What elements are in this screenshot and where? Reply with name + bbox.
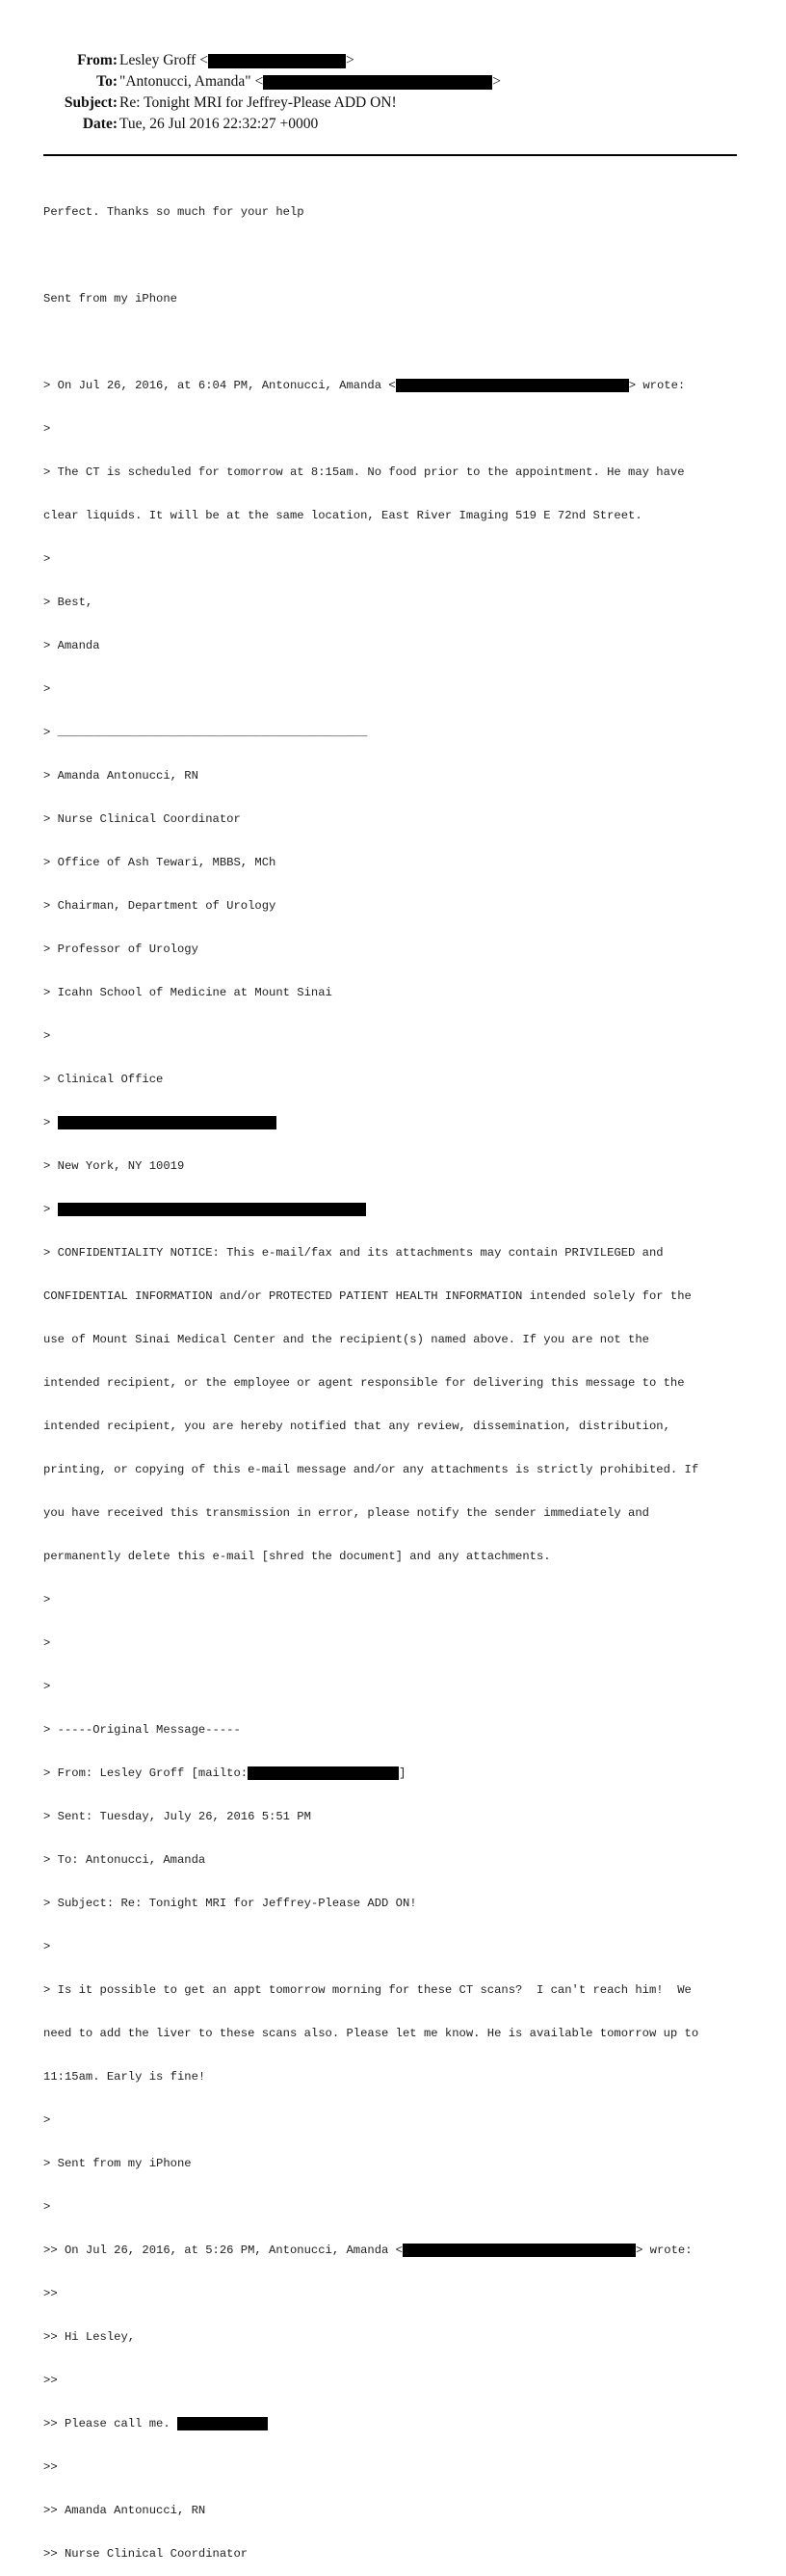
body-line: > Is it possible to get an appt tomorrow morning for these CT scans? I can't reach him! We — [43, 1983, 692, 1997]
body-line: 11:15am. Early is fine! — [43, 2070, 206, 2084]
body-line: > Subject: Re: Tonight MRI for Jeffrey-Please ADD ON! — [43, 1897, 417, 1910]
to-value — [119, 72, 501, 92]
body-line: >> Amanda Antonucci, RN — [43, 2504, 206, 2517]
quote-marker: > — [43, 1116, 58, 1130]
to-recipient: "Antonucci, Amanda" < — [119, 73, 264, 90]
quote-header-end: > wrote: — [636, 2244, 693, 2258]
original-from-line — [43, 1766, 756, 1781]
body-line: intended recipient, you are hereby notified that any review, dissemination, distribution, — [43, 1420, 670, 1433]
body-line: >> Nurse Clinical Coordinator — [43, 2547, 249, 2561]
subject-label: Subject: — [64, 94, 118, 111]
subject-row — [0, 93, 786, 113]
body-line: use of Mount Sinai Medical Center and the recipient(s) named above. If you are not the — [43, 1333, 649, 1346]
body-line: intended recipient, or the employee or agent responsible for delivering this message to the — [43, 1376, 685, 1390]
body-line: > Best, — [43, 596, 93, 609]
body-line: Sent from my iPhone — [43, 292, 177, 305]
to-close: > — [492, 73, 501, 90]
redaction-block — [263, 75, 492, 90]
body-line: > Sent: Tuesday, July 26, 2016 5:51 PM — [43, 1810, 311, 1823]
to-row — [0, 72, 786, 92]
original-from-text: > From: Lesley Groff [mailto: — [43, 1766, 249, 1781]
email-body — [43, 176, 756, 2576]
signature-separator: > ____________________________________________ — [43, 726, 368, 739]
body-line: > Chairman, Department of Urology — [43, 899, 276, 913]
body-line: > Sent from my iPhone — [43, 2157, 192, 2170]
original-from-end: ] — [399, 1766, 406, 1781]
quote-header-text: >> On Jul 26, 2016, at 5:26 PM, Antonucci, Amanda < — [43, 2244, 403, 2258]
body-line: > — [43, 2200, 51, 2214]
redaction-block — [396, 379, 629, 392]
body-line: > Nurse Clinical Coordinator — [43, 812, 241, 826]
redaction-block — [208, 54, 346, 68]
body-line: Perfect. Thanks so much for your help — [43, 205, 304, 219]
body-line: clear liquids. It will be at the same location, East River Imaging 519 E 72nd Street. — [43, 509, 642, 522]
body-line: > CONFIDENTIALITY NOTICE: This e-mail/fax and its attachments may contain PRIVILEGED and — [43, 1246, 664, 1260]
from-value — [119, 51, 354, 70]
body-line: >> — [43, 2287, 58, 2300]
quote-header-line — [43, 2244, 756, 2258]
body-line: > Professor of Urology — [43, 943, 198, 956]
redaction-block — [403, 2244, 636, 2257]
redaction-block — [177, 2417, 268, 2430]
quote-header-end: > wrote: — [628, 379, 686, 393]
body-line: > — [43, 1680, 51, 1693]
from-row — [0, 51, 786, 70]
body-line: > — [43, 2113, 51, 2127]
body-line: > — [43, 1593, 51, 1607]
body-line: > Amanda — [43, 639, 100, 652]
header-divider — [43, 154, 737, 156]
body-line: > The CT is scheduled for tomorrow at 8:15am. No food prior to the appointment. He may have — [43, 465, 685, 479]
date-value: Tue, 26 Jul 2016 22:32:27 +0000 — [119, 116, 319, 132]
redacted-line — [43, 1203, 756, 1217]
to-label: To: — [96, 73, 118, 90]
body-line: CONFIDENTIAL INFORMATION and/or PROTECTED PATIENT HEALTH INFORMATION intended solely for the — [43, 1289, 692, 1303]
redacted-line — [43, 2417, 756, 2431]
call-me-text: >> Please call me. — [43, 2417, 177, 2431]
redaction-block — [58, 1116, 276, 1129]
quote-header-line — [43, 379, 756, 393]
date-label: Date: — [82, 116, 118, 132]
body-line: > Icahn School of Medicine at Mount Sinai — [43, 986, 332, 999]
from-label: From: — [77, 52, 118, 68]
body-line: > — [43, 1029, 51, 1043]
body-line: > New York, NY 10019 — [43, 1159, 185, 1173]
body-line: >> — [43, 2460, 58, 2474]
quote-header-text: > On Jul 26, 2016, at 6:04 PM, Antonucci, Amanda < — [43, 379, 396, 393]
redaction-block — [248, 1766, 399, 1780]
body-line: you have received this transmission in error, please notify the sender immediately and — [43, 1506, 649, 1520]
body-line: >> Hi Lesley, — [43, 2330, 136, 2344]
body-line: > — [43, 1636, 51, 1650]
body-line: need to add the liver to these scans also. Please let me know. He is available tomorrow up to — [43, 2027, 699, 2040]
redacted-line — [43, 1116, 756, 1130]
body-line: permanently delete this e-mail [shred the document] and any attachments. — [43, 1550, 551, 1563]
subject-value: Re: Tonight MRI for Jeffrey-Please ADD ON! — [119, 94, 397, 111]
date-row — [0, 115, 786, 134]
body-line: > Office of Ash Tewari, MBBS, MCh — [43, 856, 276, 869]
body-line: > — [43, 682, 51, 696]
body-line: > To: Antonucci, Amanda — [43, 1853, 206, 1867]
from-sender: Lesley Groff < — [119, 52, 208, 68]
body-line: > -----Original Message----- — [43, 1723, 241, 1737]
redaction-block — [58, 1203, 366, 1216]
body-line: >> — [43, 2374, 58, 2387]
quote-marker: > — [43, 1203, 58, 1217]
body-line: > — [43, 422, 51, 436]
body-line: > — [43, 1940, 51, 1953]
from-close: > — [345, 52, 354, 68]
body-line: printing, or copying of this e-mail message and/or any attachments is strictly prohibited. If — [43, 1463, 699, 1476]
body-line: > Clinical Office — [43, 1073, 164, 1086]
body-line: > Amanda Antonucci, RN — [43, 769, 198, 783]
body-line: > — [43, 552, 51, 566]
